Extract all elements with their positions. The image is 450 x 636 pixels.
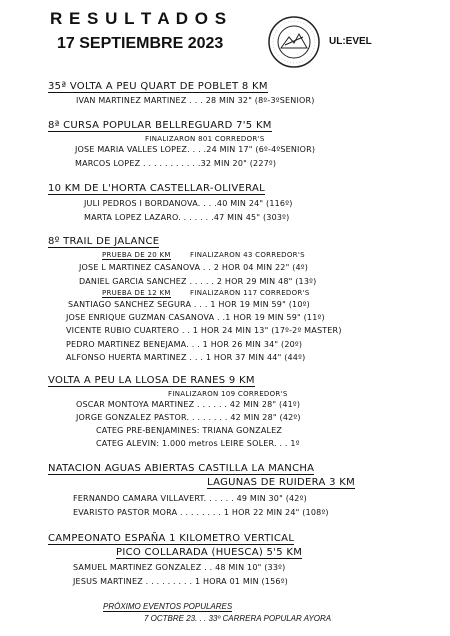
section-title: 8ª CURSA POPULAR BELLREGUARD 7'5 KM (48, 120, 272, 131)
section-title: 10 KM DE L'HORTA CASTELLAR-OLIVERAL (48, 183, 265, 194)
section-subtitle: PICO COLLARADA (HUESCA) 5'5 KM (116, 547, 303, 558)
result-row: IVAN MARTINEZ MARTINEZ . . . 28 MIN 32" (8º-3ºSENIOR) (76, 96, 315, 105)
section-title: 35ª VOLTA A PEU QUART DE POBLET 8 KM (48, 81, 268, 92)
result-row: SANTIAGO SANCHEZ SEGURA . . . 1 HOR 19 MIN 59" (10º) (68, 300, 310, 309)
result-row: FERNANDO CAMARA VILLAVERT. . . . . . 49 MIN 30" (42º) (73, 494, 307, 503)
result-row: PEDRO MARTINEZ BENEJAMA. . . 1 HOR 26 MIN 34" (20º) (66, 340, 303, 349)
result-row: EVARISTO PASTOR MORA . . . . . . . . 1 HOR 22 MIN 24" (108º) (73, 508, 329, 517)
page-title: R E S U L T A D O S (50, 9, 228, 28)
result-row: JORGE GONZALEZ PASTOR. . . . . . . . 42 MIN 28" (42º) (76, 413, 301, 422)
category-result: CATEG PRE-BENJAMINES: TRIANA GONZALEZ (96, 426, 283, 435)
section-title: VOLTA A PEU LA LLOSA DE RANES 9 KM (48, 375, 255, 386)
section-subtitle: LAGUNAS DE RUIDERA 3 KM (207, 477, 356, 488)
section-title: NATACION AGUAS ABIERTAS CASTILLA LA MANCHA (48, 463, 315, 474)
result-row: JULI PEDROS I BORDANOVA. . . .40 MIN 24" (116º) (84, 199, 293, 208)
result-row: JOSE ENRIQUE GUZMAN CASANOVA . .1 HOR 19 MIN 59" (11º) (66, 313, 325, 322)
section-title: 8º TRAIL DE JALANCE (48, 236, 160, 247)
finishers-count: FINALIZARON 117 CORREDOR'S (190, 289, 310, 297)
result-row: MARTA LOPEZ LAZARO. . . . . . .47 MIN 45" (303º) (84, 213, 290, 222)
result-row: SAMUEL MARTINEZ GONZALEZ . . 48 MIN 10" (33º) (73, 563, 286, 572)
race-category-label: PRUEBA DE 20 KM (102, 251, 171, 259)
result-row: JOSE MARIA VALLES LOPEZ. . . .24 MIN 17" (6º-4ºSENIOR) (75, 145, 316, 154)
race-category-label: PRUEBA DE 12 KM (102, 289, 171, 297)
finishers-count: FINALIZARON 801 CORREDOR'S (145, 135, 265, 143)
result-row: JESUS MARTINEZ . . . . . . . . . 1 HORA 01 MIN (156º) (73, 577, 288, 586)
upcoming-events-heading: PRÓXIMO EVENTOS POPULARES (103, 602, 233, 611)
finishers-count: FINALIZARON 109 CORREDOR'S (168, 390, 288, 398)
finishers-count: FINALIZARON 43 CORREDOR'S (190, 251, 305, 259)
section-title: CAMPEONATO ESPAÑA 1 KILOMETRO VERTICAL (48, 533, 295, 544)
brand-mark: UL:EVEL (329, 36, 372, 47)
result-row: VICENTE RUBIO CUARTERO . . 1 HOR 24 MIN 13" (17º-2º MASTER) (66, 326, 342, 335)
club-logo (267, 15, 321, 69)
result-row: DANIEL GARCIA SANCHEZ . . . . . 2 HOR 29 MIN 48" (13º) (79, 277, 317, 286)
upcoming-event: 7 OCTBRE 23. . . 33º CARRERA POPULAR AYORA (144, 614, 332, 623)
page-date: 17 SEPTIEMBRE 2023 (57, 35, 224, 52)
result-row: MARCOS LOPEZ . . . . . . . . . . .32 MIN 20" (227º) (75, 159, 277, 168)
result-row: ALFONSO HUERTA MARTINEZ . . . 1 HOR 37 MIN 44" (44º) (66, 353, 306, 362)
result-row: OSCAR MONTOYA MARTINEZ . . . . . . 42 MIN 28" (41º) (76, 400, 301, 409)
result-row: JOSE L MARTINEZ CASANOVA . . 2 HOR 04 MIN 22" (4º) (79, 263, 309, 272)
category-result: CATEG ALEVIN: 1.000 metros LEIRE SOLER. . . 1º (96, 439, 300, 448)
